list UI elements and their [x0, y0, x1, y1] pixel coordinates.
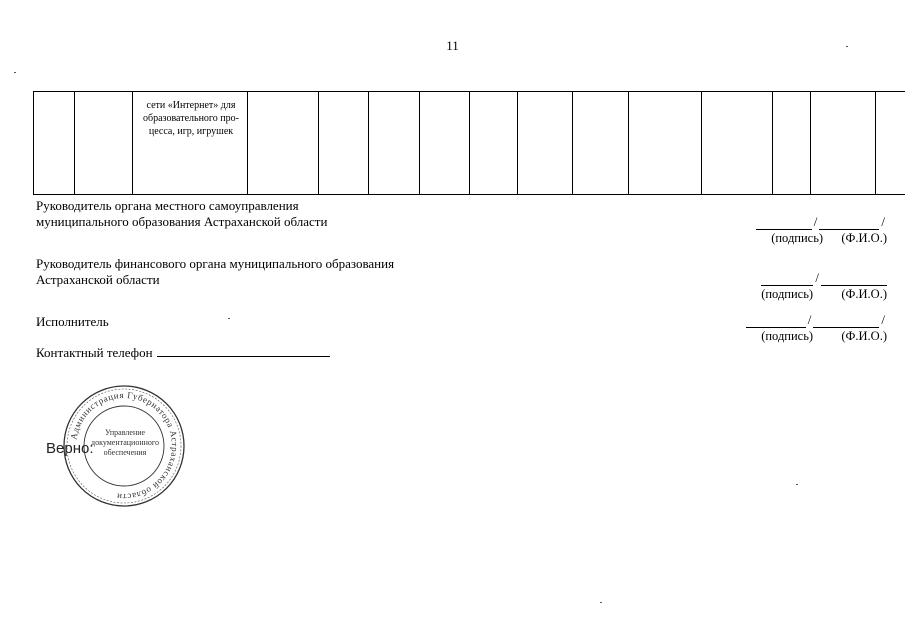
head-of-local-government-label — [36, 198, 327, 230]
name-caption: (Ф.И.О.) — [841, 287, 887, 301]
stamp-ring-text: Администрация Губернатора Астраханской области — [68, 389, 181, 503]
table-cell — [34, 92, 75, 195]
signature-underline — [761, 272, 813, 286]
signature-line — [746, 312, 887, 328]
verno-mark: Верно: — [46, 440, 94, 457]
page-number: 11 — [446, 38, 459, 53]
table-cell — [75, 92, 133, 195]
name-caption: (Ф.И.О.) — [841, 329, 887, 343]
label-line: Руководитель органа местного самоуправления — [36, 198, 299, 213]
name-underline — [819, 216, 879, 230]
table-cell — [420, 92, 470, 195]
signature-captions — [746, 328, 887, 344]
table-cell — [773, 92, 811, 195]
sign-caption: (подпись) — [771, 231, 824, 245]
table-cell — [248, 92, 319, 195]
form-table — [33, 91, 905, 195]
executor-label — [36, 314, 109, 330]
signature-field-1 — [756, 214, 887, 246]
table-cell — [133, 92, 248, 195]
signature-field-2 — [761, 270, 887, 302]
scan-speck — [600, 602, 602, 603]
name-underline — [813, 314, 879, 328]
table-cell — [470, 92, 518, 195]
separator-slash: / — [881, 214, 885, 229]
separator-slash: / — [815, 270, 819, 285]
scan-speck — [228, 318, 230, 319]
stamp-center-text: Управление документационного обеспечения — [91, 428, 159, 457]
signature-underline — [756, 216, 812, 230]
table-cell — [702, 92, 773, 195]
label-line: Руководитель финансового органа муниципального образования — [36, 256, 395, 271]
table-cell — [319, 92, 369, 195]
separator-slash: / — [813, 214, 818, 229]
signature-line — [756, 214, 887, 230]
contact-phone-label: Контактный телефон — [36, 345, 153, 360]
scan-speck — [796, 484, 798, 485]
name-underline — [821, 272, 887, 286]
scan-speck — [846, 46, 848, 47]
separator-slash: / — [881, 312, 885, 327]
table-cell — [811, 92, 876, 195]
table-cell — [876, 92, 905, 195]
sign-caption: (подпись) — [761, 329, 814, 343]
scan-speck — [14, 72, 16, 73]
head-of-finance-body-label — [36, 256, 394, 288]
table-cell-text: сети «Интернет» для образовательного про-цесса, игр, игрушек — [143, 100, 239, 137]
signature-underline — [746, 314, 806, 328]
contact-phone — [36, 343, 330, 361]
sign-caption: (подпись) — [761, 287, 814, 301]
signature-captions — [756, 230, 887, 246]
signature-line — [761, 270, 887, 286]
name-caption: (Ф.И.О.) — [841, 231, 887, 245]
signature-captions — [761, 286, 887, 302]
table-row — [34, 92, 905, 195]
label-line: Астраханской области — [36, 272, 160, 287]
table-cell — [629, 92, 702, 195]
table-cell — [518, 92, 573, 195]
table-cell — [369, 92, 420, 195]
signature-field-3 — [746, 312, 887, 344]
contact-phone-underline — [157, 343, 330, 357]
label-line: Исполнитель — [36, 314, 109, 329]
separator-slash: / — [807, 312, 812, 327]
label-line: муниципального образования Астраханской области — [36, 214, 328, 229]
table-cell — [573, 92, 629, 195]
